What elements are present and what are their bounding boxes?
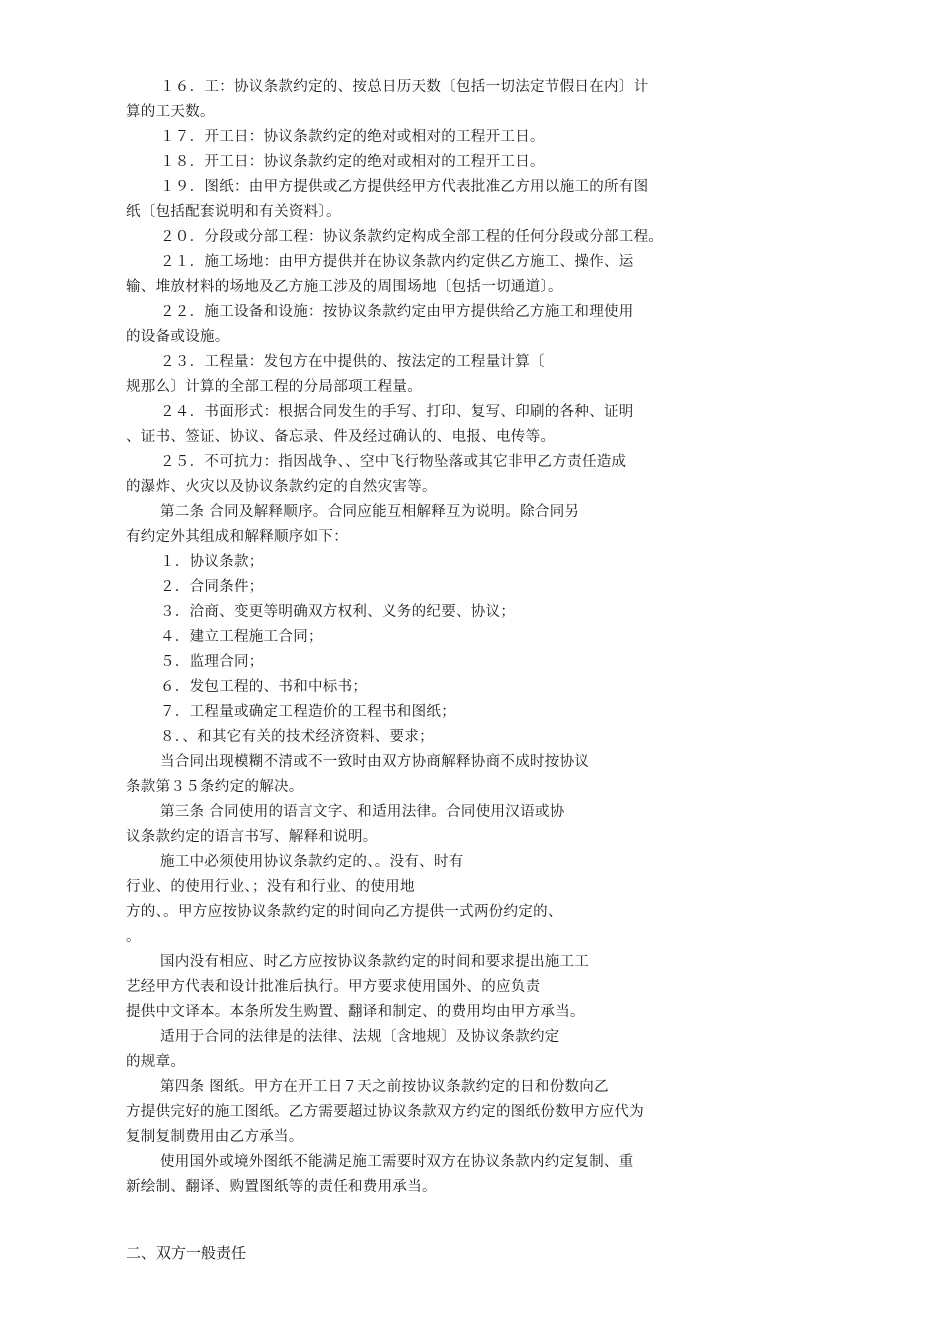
- text-line: 使用国外或境外图纸不能满足施工需要时双方在协议条款内约定复制、重: [160, 1154, 634, 1170]
- text-line: 的瀑炸、火灾以及协议条款约定的自然灾害等。: [126, 479, 437, 495]
- text-line: 新绘制、翻译、购置图纸等的责任和费用承当。: [126, 1179, 437, 1195]
- text-line: 当合同出现模糊不清或不一致时由双方协商解释协商不成时按协议: [160, 754, 590, 770]
- text-line: 、证书、签证、协议、备忘录、件及经过确认的、电报、电传等。: [126, 429, 556, 445]
- text-line: 的规章。: [126, 1054, 186, 1070]
- list-item: １．协议条款；: [160, 554, 264, 570]
- text-line: １７．开工日：协议条款约定的绝对或相对的工程开工日。: [160, 129, 545, 145]
- text-line: １６．工：协议条款约定的、按总日历天数〔包括一切法定节假日在内〕计: [160, 79, 649, 95]
- text-line: ２２．施工设备和设施：按协议条款约定由甲方提供给乙方施工和理使用: [160, 304, 634, 320]
- text-line: ２１．施工场地：由甲方提供并在协议条款内约定供乙方施工、操作、运: [160, 254, 634, 270]
- text-line: 第三条 合同使用的语言文字、和适用法律。合同使用汉语或协: [160, 804, 565, 820]
- text-line: １９．图纸：由甲方提供或乙方提供经甲方代表批准乙方用以施工的所有图: [160, 179, 649, 195]
- text-line: 。: [126, 929, 141, 945]
- text-line: 艺经甲方代表和设计批准后执行。甲方要求使用国外、的应负责: [126, 979, 541, 995]
- text-line: 方的、。甲方应按协议条款约定的时间向乙方提供一式两份约定的、: [126, 904, 563, 920]
- list-item: ２．合同条件；: [160, 579, 264, 595]
- text-line: 算的工天数。: [126, 104, 215, 120]
- list-item: ６．发包工程的、书和中标书；: [160, 679, 368, 695]
- text-line: 纸〔包括配套说明和有关资料〕。: [126, 204, 341, 220]
- list-item: ５．监理合同；: [160, 654, 264, 670]
- text-line: 有约定外其组成和解释顺序如下：: [126, 529, 348, 545]
- text-line: ２４．书面形式：根据合同发生的手写、打印、复写、印刷的各种、证明: [160, 404, 634, 420]
- text-line: 第二条 合同及解释顺序。合同应能互相解释互为说明。除合同另: [160, 504, 580, 520]
- text-line: 规那么〕计算的全部工程的分局部项工程量。: [126, 379, 422, 395]
- text-line: 行业、的使用行业、；没有和行业、的使用地: [126, 879, 415, 895]
- text-line: 适用于合同的法律是的法律、法规〔含地规〕及协议条款约定: [160, 1029, 560, 1045]
- text-line: １８．开工日：协议条款约定的绝对或相对的工程开工日。: [160, 154, 545, 170]
- text-line: 复制复制费用由乙方承当。: [126, 1129, 304, 1145]
- text-line: 的设备或设施。: [126, 329, 230, 345]
- list-item: ３．洽商、变更等明确双方权利、义务的纪要、协议；: [160, 604, 516, 620]
- section-heading: 二、双方一般责任: [126, 1244, 247, 1262]
- list-item: ８．、和其它有关的技术经济资料、要求；: [160, 729, 434, 745]
- text-line: 议条款约定的语言书写、解释和说明。: [126, 829, 378, 845]
- text-line: 输、堆放材料的场地及乙方施工涉及的周围场地〔包括一切通道〕。: [126, 279, 563, 295]
- text-line: 方提供完好的施工图纸。乙方需要超过协议条款双方约定的图纸份数甲方应代为: [126, 1104, 644, 1120]
- text-line: 条款第３５条约定的解决。: [126, 779, 304, 795]
- text-line: 国内没有相应、时乙方应按协议条款约定的时间和要求提出施工工: [160, 954, 590, 970]
- text-line: ２０．分段或分部工程：协议条款约定构成全部工程的任何分段或分部工程。: [160, 229, 664, 245]
- list-item: ４．建立工程施工合同；: [160, 629, 323, 645]
- list-item: ７．工程量或确定工程造价的工程书和图纸；: [160, 704, 456, 720]
- text-line: ２３．工程量：发包方在中提供的、按法定的工程量计算〔: [160, 354, 545, 370]
- text-line: 施工中必须使用协议条款约定的、。没有、时有: [160, 854, 464, 870]
- text-line: ２５．不可抗力：指因战争、、空中飞行物坠落或其它非甲乙方责任造成: [160, 454, 627, 470]
- text-line: 提供中文译本。本条所发生购置、翻译和制定、的费用均由甲方承当。: [126, 1004, 585, 1020]
- text-line: 第四条 图纸。甲方在开工日７天之前按协议条款约定的日和份数向乙: [160, 1079, 609, 1095]
